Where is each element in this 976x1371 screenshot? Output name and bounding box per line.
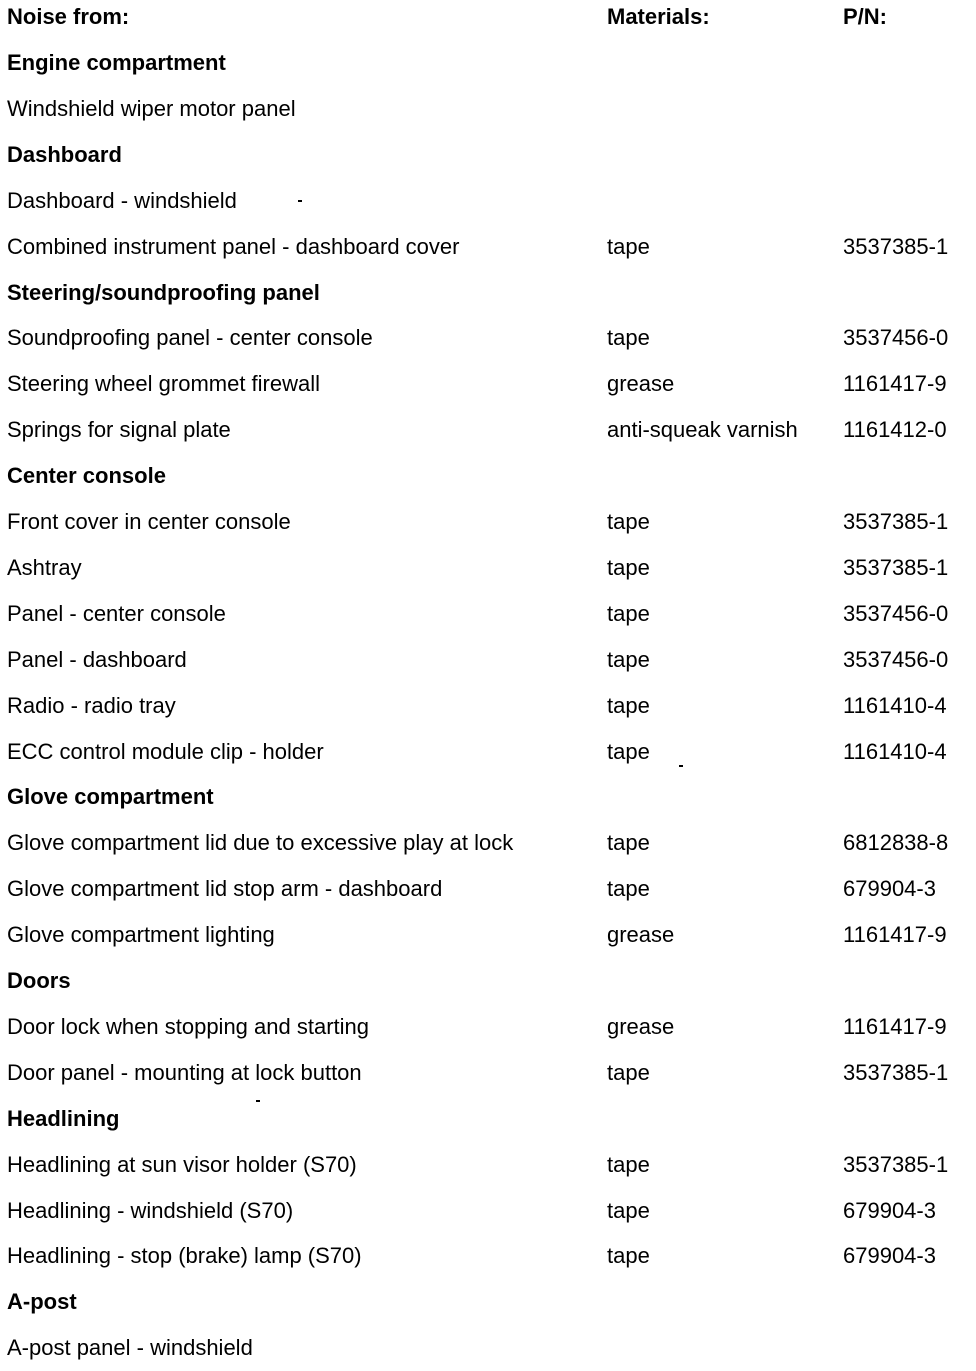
noise-source: Glove compartment lid due to excessive play at lock — [7, 830, 514, 856]
noise-source: Door panel - mounting at lock button — [7, 1059, 362, 1085]
noise-source: Ashtray — [7, 554, 82, 580]
section-heading-row — [0, 453, 976, 499]
part-number-cell: 3537456-0 — [843, 325, 949, 351]
section-heading-row — [0, 1096, 976, 1142]
section-heading: Glove compartment — [7, 784, 214, 810]
part-number-cell: 679904-3 — [843, 1243, 936, 1269]
noise-source: Headlining at sun visor holder (S70) — [7, 1151, 357, 1177]
table-row — [0, 820, 976, 866]
part-number-cell: 3537456-0 — [843, 600, 949, 626]
noise-source: Springs for signal plate — [7, 417, 231, 443]
part-number-cell: 1161417-9 — [843, 371, 947, 397]
material-cell: grease — [607, 371, 675, 397]
section-heading-row — [0, 40, 976, 86]
part-number-cell: 1161410-4 — [843, 692, 947, 718]
section-heading: Doors — [7, 968, 71, 993]
material-cell: tape — [607, 233, 650, 259]
table-row — [0, 86, 976, 132]
part-number-cell: 1161417-9 — [843, 1013, 947, 1039]
material-cell: tape — [607, 876, 650, 902]
table-row — [0, 683, 976, 729]
section-heading-row — [0, 270, 976, 316]
section-heading: Engine compartment — [7, 50, 226, 75]
table-row — [0, 499, 976, 545]
table-row — [0, 407, 976, 453]
noise-source: Steering wheel grommet firewall — [7, 371, 321, 397]
part-number-cell: 1161410-4 — [843, 738, 947, 764]
table-row — [0, 591, 976, 637]
section-heading: Headlining — [7, 1105, 120, 1131]
header-noise-from: Noise from: — [7, 4, 130, 29]
table-row — [0, 1004, 976, 1050]
table-row — [0, 1188, 976, 1234]
table-row — [0, 1325, 976, 1371]
table-row — [0, 361, 976, 407]
part-number-cell: 3537385-1 — [843, 509, 949, 534]
material-cell: grease — [607, 1013, 675, 1039]
scan-speck — [298, 200, 302, 202]
part-number-cell: 3537385-1 — [843, 1151, 949, 1177]
material-cell: tape — [607, 830, 650, 856]
material-cell: anti-squeak varnish — [607, 417, 798, 443]
noise-source: Door lock when stopping and starting — [7, 1013, 369, 1039]
material-cell: tape — [607, 1059, 650, 1085]
noise-source: Radio - radio tray — [7, 692, 176, 718]
material-cell: tape — [607, 325, 650, 351]
table-row — [0, 637, 976, 683]
material-cell: tape — [607, 646, 650, 672]
noise-source: Headlining - windshield (S70) — [7, 1197, 294, 1223]
section-heading-row — [0, 774, 976, 820]
table-row — [0, 912, 976, 958]
material-cell: tape — [607, 1151, 650, 1177]
part-number-cell: 3537456-0 — [843, 646, 949, 672]
noise-source: ECC control module clip - holder — [7, 738, 324, 764]
part-number-cell: 6812838-8 — [843, 830, 949, 856]
table-row — [0, 224, 976, 270]
part-number-cell: 679904-3 — [843, 876, 936, 902]
header-materials: Materials: — [607, 4, 710, 29]
noise-source: Front cover in center console — [7, 509, 291, 534]
table-header — [0, 0, 976, 40]
table-row — [0, 1050, 976, 1096]
material-cell: tape — [607, 554, 650, 580]
noise-source: Glove compartment lid stop arm - dashboard — [7, 876, 443, 902]
scan-speck — [256, 1100, 260, 1102]
noise-source: Windshield wiper motor panel — [7, 95, 296, 121]
header-part-number: P/N: — [843, 4, 887, 29]
scan-speck — [679, 765, 683, 767]
material-cell: tape — [607, 509, 650, 534]
section-heading-row — [0, 132, 976, 178]
table-row — [0, 1233, 976, 1279]
material-cell: tape — [607, 738, 650, 764]
table-row — [0, 1142, 976, 1188]
noise-source: Dashboard - windshield — [7, 187, 237, 213]
part-number-cell: 1161417-9 — [843, 922, 947, 948]
material-cell: tape — [607, 692, 650, 718]
table-row — [0, 178, 976, 224]
section-heading-row — [0, 958, 976, 1004]
noise-source: Headlining - stop (brake) lamp (S70) — [7, 1243, 362, 1269]
material-cell: grease — [607, 922, 675, 948]
material-cell: tape — [607, 600, 650, 626]
table-row — [0, 545, 976, 591]
noise-source: Glove compartment lighting — [7, 922, 275, 948]
section-heading: Steering/soundproofing panel — [7, 279, 320, 305]
part-number-cell: 3537385-1 — [843, 1059, 949, 1085]
table-row — [0, 866, 976, 912]
section-heading: Center console — [7, 463, 166, 489]
part-number-cell: 1161412-0 — [843, 417, 947, 443]
part-number-cell: 3537385-1 — [843, 554, 949, 580]
noise-source: Combined instrument panel - dashboard cover — [7, 233, 460, 259]
noise-source: Soundproofing panel - center console — [7, 325, 373, 351]
noise-source: Panel - center console — [7, 600, 226, 626]
material-cell: tape — [607, 1197, 650, 1223]
section-heading: Dashboard — [7, 141, 122, 167]
noise-source: A-post panel - windshield — [7, 1335, 253, 1361]
part-number-cell: 3537385-1 — [843, 233, 949, 259]
table-row — [0, 729, 976, 775]
section-heading: A-post — [7, 1289, 77, 1315]
table-row — [0, 315, 976, 361]
section-heading-row — [0, 1279, 976, 1325]
noise-source: Panel - dashboard — [7, 646, 187, 672]
part-number-cell: 679904-3 — [843, 1197, 936, 1223]
material-cell: tape — [607, 1243, 650, 1269]
